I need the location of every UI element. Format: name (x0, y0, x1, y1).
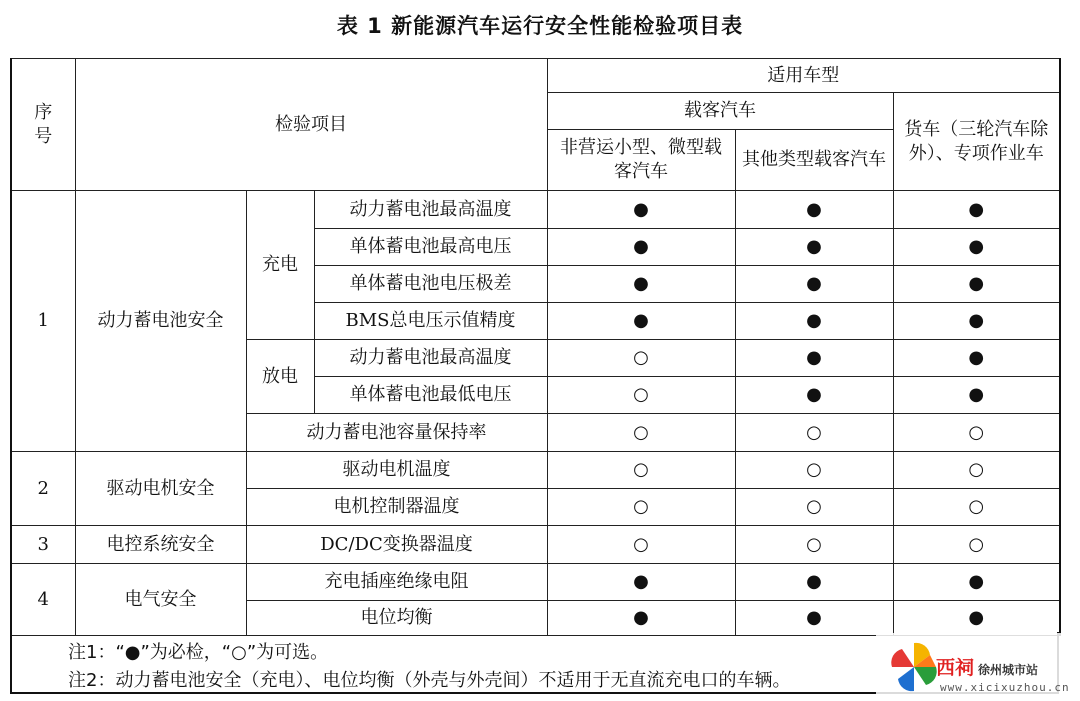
row-other: ● (735, 303, 893, 340)
note-1: 注1：“●”为必检，“○”为可选。 (68, 642, 329, 663)
row-item: 动力蓄电池容量保持率 (246, 414, 547, 452)
header-seq-text: 序 号 (34, 101, 53, 147)
group-no: 1 (11, 191, 75, 452)
row-small: ○ (547, 526, 735, 564)
group-no: 4 (11, 564, 75, 636)
group-no: 3 (11, 526, 75, 564)
row-item: 驱动电机温度 (246, 452, 547, 489)
row-truck: ● (893, 601, 1060, 636)
subgroup-discharge: 放电 (246, 340, 314, 414)
row-small: ○ (547, 377, 735, 414)
row-small: ● (547, 303, 735, 340)
watermark-sub: 徐州城市站 (978, 663, 1039, 677)
note-2: 注2：动力蓄电池安全（充电）、电位均衡（外壳与外壳间）不适用于无直流充电口的车辆。 (68, 670, 791, 691)
row-truck: ● (893, 266, 1060, 303)
row-other: ● (735, 377, 893, 414)
table-row (11, 191, 1060, 229)
header-other: 其他类型载客汽车 (735, 130, 893, 191)
row-small: ○ (547, 340, 735, 377)
row-other: ○ (735, 452, 893, 489)
subgroup-charge: 充电 (246, 191, 314, 340)
pinwheel-icon (890, 641, 938, 693)
row-item: 单体蓄电池电压极差 (314, 266, 547, 303)
row-item: 电机控制器温度 (246, 489, 547, 526)
row-truck: ○ (893, 452, 1060, 489)
row-item: DC/DC变换器温度 (246, 526, 547, 564)
row-small: ○ (547, 414, 735, 452)
watermark-url: www.xicixuzhou.cn (940, 681, 1070, 694)
row-truck: ● (893, 377, 1060, 414)
row-small: ● (547, 601, 735, 636)
header-applicable: 适用车型 (547, 59, 1060, 93)
header-item: 检验项目 (75, 59, 547, 191)
row-truck: ○ (893, 414, 1060, 452)
row-item: 动力蓄电池最高温度 (314, 340, 547, 377)
row-small: ● (547, 191, 735, 229)
row-small: ● (547, 229, 735, 266)
row-item: 单体蓄电池最高电压 (314, 229, 547, 266)
row-truck: ○ (893, 489, 1060, 526)
row-other: ○ (735, 414, 893, 452)
row-item: 动力蓄电池最高温度 (314, 191, 547, 229)
row-small: ● (547, 564, 735, 601)
watermark-name (936, 653, 1038, 680)
row-truck: ● (893, 564, 1060, 601)
row-other: ● (735, 266, 893, 303)
header-small: 非营运小型、微型载客汽车 (547, 130, 735, 191)
row-other: ● (735, 601, 893, 636)
header-seq (11, 59, 75, 191)
header-truck: 货车（三轮汽车除外）、专项作业车 (893, 93, 1060, 191)
row-truck: ● (893, 191, 1060, 229)
table-row (11, 526, 1060, 564)
row-small: ● (547, 266, 735, 303)
inspection-table (10, 58, 1061, 636)
row-other: ○ (735, 489, 893, 526)
row-item: 单体蓄电池最低电压 (314, 377, 547, 414)
row-small: ○ (547, 452, 735, 489)
row-other: ● (735, 191, 893, 229)
row-truck: ● (893, 303, 1060, 340)
row-item: BMS总电压示值精度 (314, 303, 547, 340)
table-row (11, 452, 1060, 489)
row-item: 电位均衡 (246, 601, 547, 636)
row-truck: ● (893, 340, 1060, 377)
group-no: 2 (11, 452, 75, 526)
table-row (11, 564, 1060, 601)
watermark-name-text: 西祠 (936, 657, 975, 679)
row-item: 充电插座绝缘电阻 (246, 564, 547, 601)
header-passenger: 载客汽车 (547, 93, 893, 130)
group-name: 电气安全 (75, 564, 246, 636)
table-title: 表 1 新能源汽车运行安全性能检验项目表 (336, 14, 744, 38)
row-other: ● (735, 564, 893, 601)
group-name: 电控系统安全 (75, 526, 246, 564)
row-other: ● (735, 229, 893, 266)
group-name: 驱动电机安全 (75, 452, 246, 526)
row-truck: ● (893, 229, 1060, 266)
row-other: ○ (735, 526, 893, 564)
row-other: ● (735, 340, 893, 377)
row-small: ○ (547, 489, 735, 526)
watermark-logo (876, 633, 1080, 701)
group-name: 动力蓄电池安全 (75, 191, 246, 452)
row-truck: ○ (893, 526, 1060, 564)
